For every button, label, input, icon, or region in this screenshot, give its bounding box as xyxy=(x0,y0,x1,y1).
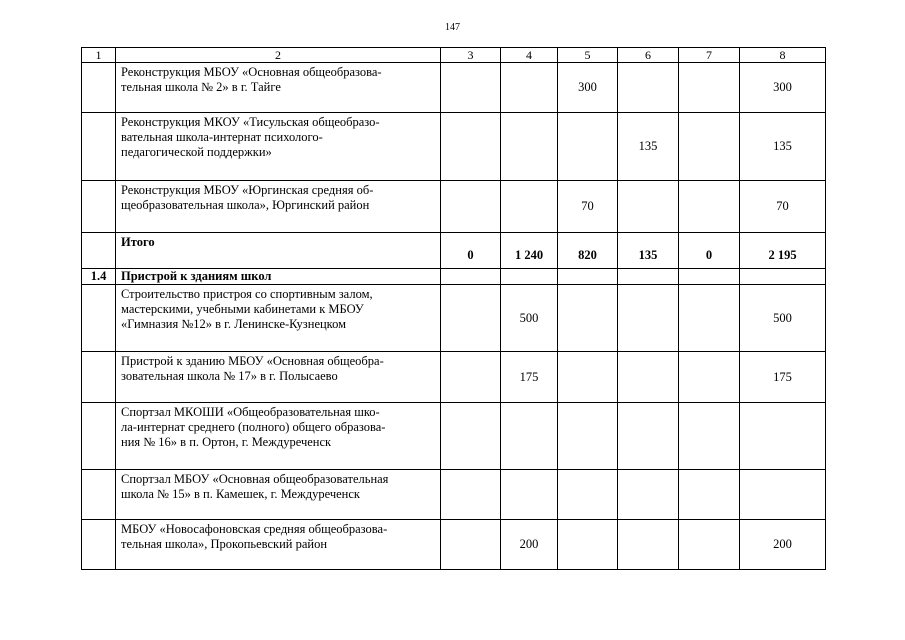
description-cell xyxy=(116,403,441,470)
table-row xyxy=(82,403,826,470)
value-cell-8 xyxy=(740,403,826,470)
value-cell-7 xyxy=(679,113,740,181)
table-row xyxy=(82,520,826,570)
total-cell-4: 1 240 xyxy=(501,233,558,269)
section-title-cell xyxy=(116,269,441,285)
column-header: 8 xyxy=(740,48,826,63)
column-header: 4 xyxy=(501,48,558,63)
value-cell-6: 135 xyxy=(618,113,679,181)
value-cell-7 xyxy=(679,470,740,520)
description-line: Пристрой к зданию МБОУ «Основная общеобра- xyxy=(121,354,384,368)
section-header-row xyxy=(82,269,826,285)
description-line: щеобразовательная школа», Юргинский район xyxy=(121,198,370,212)
description-line: Спортзал МБОУ «Основная общеобразовательная xyxy=(121,472,389,486)
value-cell-3 xyxy=(441,470,501,520)
value-cell-8: 175 xyxy=(740,352,826,403)
description-line: ния № 16» в п. Ортон, г. Междуреченск xyxy=(121,435,332,449)
total-label: Итого xyxy=(121,235,155,249)
description-line: Строительство пристроя со спортивным залом, xyxy=(121,287,373,301)
value-cell-4 xyxy=(501,63,558,113)
value-cell-5 xyxy=(558,352,618,403)
value-cell-3 xyxy=(441,181,501,233)
description-cell xyxy=(116,352,441,403)
total-cell-7: 0 xyxy=(679,233,740,269)
description-line: Спортзал МКОШИ «Общеобразовательная шко- xyxy=(121,405,380,419)
description-line: педагогической поддержки» xyxy=(121,145,272,159)
value-cell-5 xyxy=(558,520,618,570)
column-header: 5 xyxy=(558,48,618,63)
description-line: Реконструкция МБОУ «Юргинская средняя об- xyxy=(121,183,374,197)
description-cell xyxy=(116,285,441,352)
table-row xyxy=(82,285,826,352)
total-cell-3: 0 xyxy=(441,233,501,269)
value-cell-5 xyxy=(558,470,618,520)
description-line: зовательная школа № 17» в г. Полысаево xyxy=(121,369,338,383)
total-row xyxy=(82,233,826,269)
value-cell-8: 200 xyxy=(740,520,826,570)
row-number-cell xyxy=(82,63,116,113)
section-number: 1.4 xyxy=(82,269,116,285)
value-cell-6 xyxy=(618,352,679,403)
total-cell-8: 2 195 xyxy=(740,233,826,269)
value-cell-4 xyxy=(501,269,558,285)
value-cell-8: 135 xyxy=(740,113,826,181)
description-cell xyxy=(116,520,441,570)
row-number-cell xyxy=(82,233,116,269)
value-cell-5 xyxy=(558,403,618,470)
value-cell-4: 500 xyxy=(501,285,558,352)
value-cell-4 xyxy=(501,181,558,233)
value-cell-6 xyxy=(618,181,679,233)
value-cell-6 xyxy=(618,403,679,470)
description-cell xyxy=(116,181,441,233)
table-row xyxy=(82,352,826,403)
value-cell-3 xyxy=(441,352,501,403)
value-cell-8 xyxy=(740,269,826,285)
description-line: «Гимназия №12» в г. Ленинске-Кузнецком xyxy=(121,317,347,331)
description-cell xyxy=(116,113,441,181)
value-cell-7 xyxy=(679,63,740,113)
value-cell-3 xyxy=(441,285,501,352)
value-cell-7 xyxy=(679,352,740,403)
description-line: вательная школа-интернат психолого- xyxy=(121,130,323,144)
value-cell-5 xyxy=(558,285,618,352)
row-number-cell xyxy=(82,113,116,181)
description-line: Реконструкция МКОУ «Тисульская общеобразо- xyxy=(121,115,380,129)
description-line: МБОУ «Новосафоновская средняя общеобразова- xyxy=(121,522,388,536)
description-line: мастерскими, учебными кабинетами к МБОУ xyxy=(121,302,364,316)
row-number-cell xyxy=(82,181,116,233)
value-cell-4 xyxy=(501,470,558,520)
value-cell-6 xyxy=(618,285,679,352)
value-cell-7 xyxy=(679,285,740,352)
description-line: ла-интернат среднего (полного) общего образова- xyxy=(121,420,386,434)
description-line: школа № 15» в п. Камешек, г. Междуреченск xyxy=(121,487,360,501)
description-line: тельная школа № 2» в г. Тайге xyxy=(121,80,281,94)
row-number-cell xyxy=(82,470,116,520)
value-cell-5 xyxy=(558,269,618,285)
value-cell-8 xyxy=(740,470,826,520)
value-cell-4 xyxy=(501,403,558,470)
value-cell-8: 70 xyxy=(740,181,826,233)
table-row xyxy=(82,63,826,113)
value-cell-6 xyxy=(618,470,679,520)
column-number-row xyxy=(82,48,826,63)
section-title: Пристрой к зданиям школ xyxy=(121,269,272,283)
table-row xyxy=(82,113,826,181)
row-number-cell xyxy=(82,352,116,403)
total-label-cell xyxy=(116,233,441,269)
value-cell-4: 200 xyxy=(501,520,558,570)
value-cell-7 xyxy=(679,403,740,470)
value-cell-6 xyxy=(618,63,679,113)
row-number-cell xyxy=(82,520,116,570)
value-cell-8: 300 xyxy=(740,63,826,113)
column-header: 2 xyxy=(116,48,441,63)
description-cell xyxy=(116,470,441,520)
value-cell-6 xyxy=(618,269,679,285)
value-cell-8: 500 xyxy=(740,285,826,352)
budget-table xyxy=(81,47,826,570)
value-cell-3 xyxy=(441,113,501,181)
column-header: 3 xyxy=(441,48,501,63)
row-number-cell xyxy=(82,403,116,470)
value-cell-3 xyxy=(441,63,501,113)
value-cell-3 xyxy=(441,403,501,470)
value-cell-5: 70 xyxy=(558,181,618,233)
column-header: 1 xyxy=(82,48,116,63)
row-number-cell xyxy=(82,285,116,352)
value-cell-7 xyxy=(679,181,740,233)
value-cell-7 xyxy=(679,520,740,570)
column-header: 7 xyxy=(679,48,740,63)
value-cell-5: 300 xyxy=(558,63,618,113)
description-cell xyxy=(116,63,441,113)
value-cell-4 xyxy=(501,113,558,181)
column-header: 6 xyxy=(618,48,679,63)
table-row xyxy=(82,470,826,520)
value-cell-5 xyxy=(558,113,618,181)
page-number: 147 xyxy=(445,22,460,33)
value-cell-6 xyxy=(618,520,679,570)
value-cell-3 xyxy=(441,269,501,285)
value-cell-4: 175 xyxy=(501,352,558,403)
total-cell-6: 135 xyxy=(618,233,679,269)
total-cell-5: 820 xyxy=(558,233,618,269)
description-line: тельная школа», Прокопьевский район xyxy=(121,537,328,551)
value-cell-7 xyxy=(679,269,740,285)
table-row xyxy=(82,181,826,233)
value-cell-3 xyxy=(441,520,501,570)
description-line: Реконструкция МБОУ «Основная общеобразова- xyxy=(121,65,382,79)
